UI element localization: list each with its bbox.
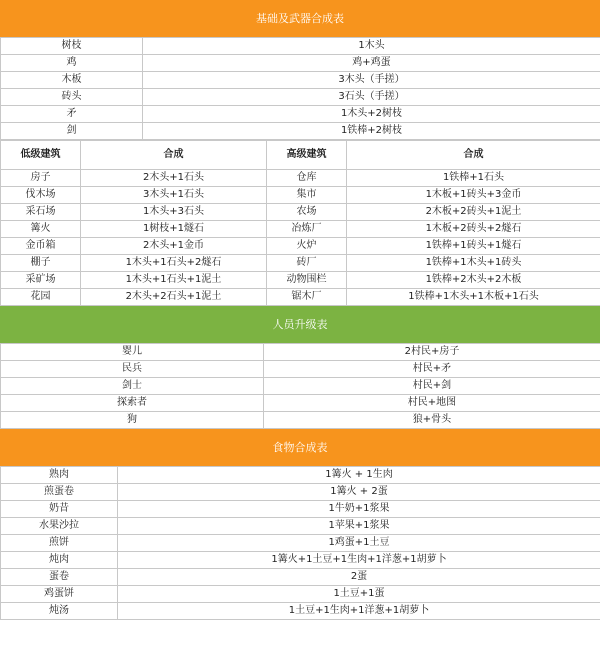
item-recipe: 3木头（手搓） [143, 72, 600, 89]
food-table [0, 466, 600, 620]
low-building: 花园 [1, 289, 81, 306]
low-building: 房子 [1, 170, 81, 187]
item-name: 奶昔 [1, 501, 118, 518]
table-row [1, 89, 600, 106]
item-recipe: 1木头+2树枝 [143, 106, 600, 123]
personnel-table [0, 343, 600, 429]
item-recipe: 2村民+房子 [264, 344, 600, 361]
table-row [1, 378, 600, 395]
table-row [1, 569, 600, 586]
item-name: 婴儿 [1, 344, 264, 361]
table-row [1, 38, 600, 55]
item-recipe: 1土豆+1蛋 [118, 586, 600, 603]
item-name: 狗 [1, 412, 264, 429]
high-recipe: 2木板+2砖头+1泥土 [347, 204, 600, 221]
header-high-building: 高级建筑 [267, 141, 347, 170]
header-recipe: 合成 [81, 141, 267, 170]
table-row [1, 535, 600, 552]
item-recipe: 1木头 [143, 38, 600, 55]
item-recipe: 1鸡蛋+1土豆 [118, 535, 600, 552]
item-name: 树枝 [1, 38, 143, 55]
high-recipe: 1铁棒+1石头 [347, 170, 600, 187]
high-building: 砖厂 [267, 255, 347, 272]
low-building: 棚子 [1, 255, 81, 272]
table-row [1, 412, 600, 429]
item-name: 熟肉 [1, 467, 118, 484]
high-recipe: 1铁棒+2木头+2木板 [347, 272, 600, 289]
item-recipe: 1苹果+1浆果 [118, 518, 600, 535]
table-row [1, 603, 600, 620]
item-name: 鸡 [1, 55, 143, 72]
item-name: 煎蛋卷 [1, 484, 118, 501]
buildings-header-row [1, 141, 600, 170]
item-recipe: 鸡+鸡蛋 [143, 55, 600, 72]
low-recipe: 1木头+1石头+2燧石 [81, 255, 267, 272]
item-name: 炖肉 [1, 552, 118, 569]
item-name: 探索者 [1, 395, 264, 412]
item-recipe: 村民+剑 [264, 378, 600, 395]
high-building: 集市 [267, 187, 347, 204]
table-row [1, 395, 600, 412]
low-recipe: 1木头+3石头 [81, 204, 267, 221]
high-building: 冶炼厂 [267, 221, 347, 238]
high-recipe: 1铁棒+1砖头+1燧石 [347, 238, 600, 255]
high-building: 仓库 [267, 170, 347, 187]
item-recipe: 1篝火 + 1生肉 [118, 467, 600, 484]
section-title-basic-weapons: 基础及武器合成表 [0, 0, 600, 37]
low-building: 采石场 [1, 204, 81, 221]
item-name: 剑 [1, 123, 143, 140]
low-recipe: 2木头+1金币 [81, 238, 267, 255]
item-name: 炖汤 [1, 603, 118, 620]
basic-weapons-table [0, 37, 600, 140]
section-title-food: 食物合成表 [0, 429, 600, 466]
high-building: 火炉 [267, 238, 347, 255]
item-recipe: 狼+骨头 [264, 412, 600, 429]
table-row [1, 238, 600, 255]
low-building: 篝火 [1, 221, 81, 238]
low-building: 采矿场 [1, 272, 81, 289]
item-recipe: 村民+矛 [264, 361, 600, 378]
item-name: 剑士 [1, 378, 264, 395]
table-row [1, 518, 600, 535]
low-recipe: 1木头+1石头+1泥土 [81, 272, 267, 289]
item-name: 矛 [1, 106, 143, 123]
low-recipe: 2木头+2石头+1泥土 [81, 289, 267, 306]
table-row [1, 344, 600, 361]
high-building: 动物围栏 [267, 272, 347, 289]
high-recipe: 1铁棒+1木头+1砖头 [347, 255, 600, 272]
table-row [1, 255, 600, 272]
table-row [1, 289, 600, 306]
item-name: 木板 [1, 72, 143, 89]
table-row [1, 187, 600, 204]
table-row [1, 55, 600, 72]
table-row [1, 467, 600, 484]
table-row [1, 586, 600, 603]
item-recipe: 1篝火 + 2蛋 [118, 484, 600, 501]
table-row [1, 484, 600, 501]
low-building: 金币箱 [1, 238, 81, 255]
low-recipe: 3木头+1石头 [81, 187, 267, 204]
item-recipe: 2蛋 [118, 569, 600, 586]
table-row [1, 72, 600, 89]
table-row [1, 272, 600, 289]
low-building: 伐木场 [1, 187, 81, 204]
high-recipe: 1木板+2砖头+2燧石 [347, 221, 600, 238]
high-building: 农场 [267, 204, 347, 221]
item-recipe: 1铁棒+2树枝 [143, 123, 600, 140]
table-row [1, 204, 600, 221]
item-name: 水果沙拉 [1, 518, 118, 535]
table-row [1, 552, 600, 569]
table-row [1, 361, 600, 378]
item-recipe: 3石头（手搓） [143, 89, 600, 106]
header-low-building: 低级建筑 [1, 141, 81, 170]
section-title-personnel: 人员升级表 [0, 306, 600, 343]
item-recipe: 1篝火+1土豆+1生肉+1洋葱+1胡萝卜 [118, 552, 600, 569]
low-recipe: 1树枝+1燧石 [81, 221, 267, 238]
table-row [1, 170, 600, 187]
item-name: 鸡蛋饼 [1, 586, 118, 603]
high-recipe: 1木板+1砖头+3金币 [347, 187, 600, 204]
item-name: 蛋卷 [1, 569, 118, 586]
item-recipe: 1土豆+1生肉+1洋葱+1胡萝卜 [118, 603, 600, 620]
header-recipe: 合成 [347, 141, 600, 170]
low-recipe: 2木头+1石头 [81, 170, 267, 187]
table-row [1, 221, 600, 238]
table-row [1, 123, 600, 140]
table-row [1, 106, 600, 123]
item-recipe: 村民+地图 [264, 395, 600, 412]
item-name: 民兵 [1, 361, 264, 378]
item-recipe: 1牛奶+1浆果 [118, 501, 600, 518]
item-name: 煎饼 [1, 535, 118, 552]
item-name: 砖头 [1, 89, 143, 106]
high-building: 锯木厂 [267, 289, 347, 306]
buildings-table [0, 140, 600, 306]
high-recipe: 1铁棒+1木头+1木板+1石头 [347, 289, 600, 306]
table-row [1, 501, 600, 518]
